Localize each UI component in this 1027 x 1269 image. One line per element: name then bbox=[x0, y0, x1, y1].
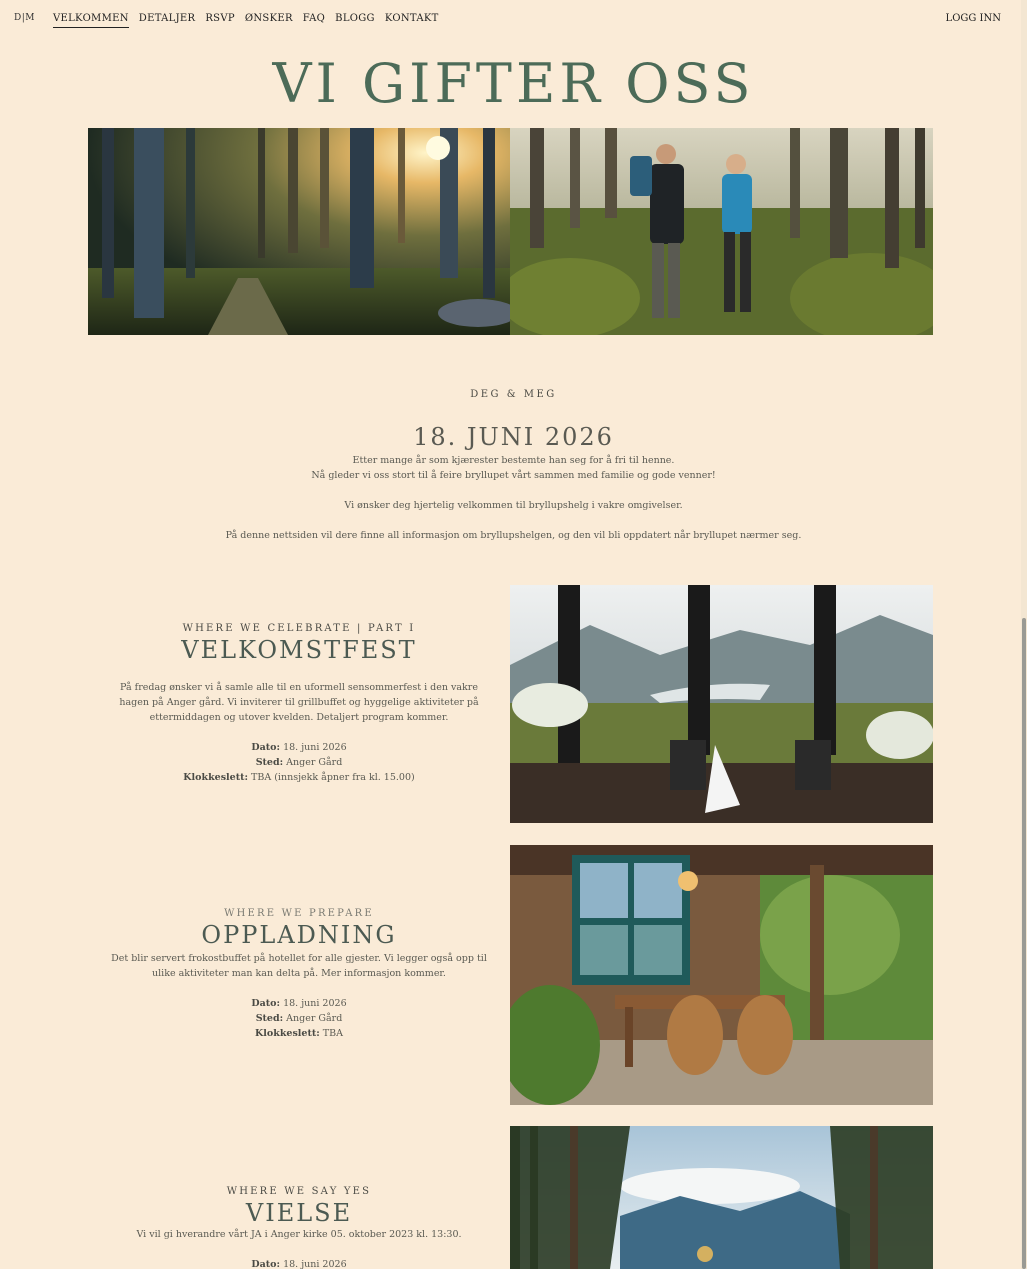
nav-link-kontakt[interactable]: KONTAKT bbox=[384, 13, 439, 24]
section-title: VELKOMSTFEST bbox=[181, 636, 417, 664]
section-description: Vi vil gi hverandre vårt JA i Anger kirke 05. oktober 2023 kl. 13:30. bbox=[136, 1229, 462, 1240]
top-navigation bbox=[0, 0, 1027, 38]
page-title: VI GIFTER OSS bbox=[272, 52, 755, 115]
intro-date-wrap bbox=[0, 423, 1027, 451]
mountain-ceremony-photo bbox=[510, 1126, 933, 1269]
couple-hiking-photo bbox=[510, 128, 933, 335]
nav-link-rsvp[interactable]: RSVP bbox=[205, 13, 235, 24]
section-description: På fredag ønsker vi å samle alle til en uformell sensommerfest i den vakre hagen på Anger gård. Vi inviterer til grillbuffet og hyggelige aktiviteter på ettermiddagen og utover kvelden. Detaljert program kommer. bbox=[119, 682, 479, 723]
nav-link-velkommen[interactable]: VELKOMMEN bbox=[53, 13, 129, 28]
nav-link-detaljer[interactable]: DETALJER bbox=[138, 13, 196, 24]
section-oppladning bbox=[110, 908, 488, 1041]
site-logo[interactable]: D|M bbox=[14, 13, 35, 23]
detail-date: Dato: 18. juni 2026 bbox=[251, 1259, 347, 1269]
intro-line-2: Nå gleder vi oss stort til å feire bryllupet vårt sammen med familie og gode venner! bbox=[311, 470, 716, 481]
forest-path-photo bbox=[88, 128, 510, 335]
intro-line-4: På denne nettsiden vil dere finne all informasjon om bryllupshelgen, og den vil bli oppdatert når bryllupet nærmer seg. bbox=[225, 530, 802, 541]
section-kicker: WHERE WE CELEBRATE | PART I bbox=[182, 623, 416, 634]
intro-line-1: Etter mange år som kjærester bestemte han seg for å fri til henne. bbox=[352, 455, 675, 466]
section-vielse bbox=[110, 1186, 488, 1269]
section-velkomstfest bbox=[110, 623, 488, 785]
detail-date: Dato: 18. juni 2026 bbox=[251, 998, 347, 1009]
detail-place: Sted: Anger Gård bbox=[255, 757, 343, 768]
section-description: Det blir servert frokostbuffet på hotellet for alle gjester. Vi legger også opp til ulike aktiviteter man kan delta på. Mer informasjon kommer. bbox=[111, 953, 487, 979]
page-scrollbar[interactable] bbox=[1021, 0, 1027, 1269]
section-kicker: WHERE WE SAY YES bbox=[226, 1186, 372, 1197]
intro-section bbox=[0, 389, 1027, 400]
nav-menu bbox=[53, 13, 439, 28]
login-link[interactable]: LOGG INN bbox=[945, 13, 1001, 24]
detail-time: Klokkeslett: TBA bbox=[255, 1028, 343, 1039]
detail-place: Sted: Anger Gård bbox=[255, 1013, 343, 1024]
section-title: OPPLADNING bbox=[201, 921, 397, 949]
nav-link-faq[interactable]: FAQ bbox=[302, 13, 326, 24]
section-details bbox=[110, 740, 488, 785]
section-details bbox=[110, 1257, 488, 1269]
detail-time: Klokkeslett: TBA (innsjekk åpner fra kl. 15.00) bbox=[183, 772, 415, 783]
section-details bbox=[110, 996, 488, 1041]
fjord-terrace-photo bbox=[510, 585, 933, 823]
section-kicker: WHERE WE PREPARE bbox=[224, 908, 374, 919]
wedding-date: 18. JUNI 2026 bbox=[413, 423, 614, 451]
intro-text bbox=[0, 453, 1027, 543]
porch-dining-photo bbox=[510, 845, 933, 1105]
intro-line-3: Vi ønsker deg hjertelig velkommen til bryllupshelg i vakre omgivelser. bbox=[344, 500, 683, 511]
nav-link-onsker[interactable]: ØNSKER bbox=[244, 13, 293, 24]
intro-kicker: DEG & MEG bbox=[470, 389, 557, 400]
scrollbar-thumb[interactable] bbox=[1022, 618, 1026, 1269]
detail-date: Dato: 18. juni 2026 bbox=[251, 742, 347, 753]
nav-link-blogg[interactable]: BLOGG bbox=[335, 13, 375, 24]
section-title: VIELSE bbox=[245, 1199, 353, 1227]
